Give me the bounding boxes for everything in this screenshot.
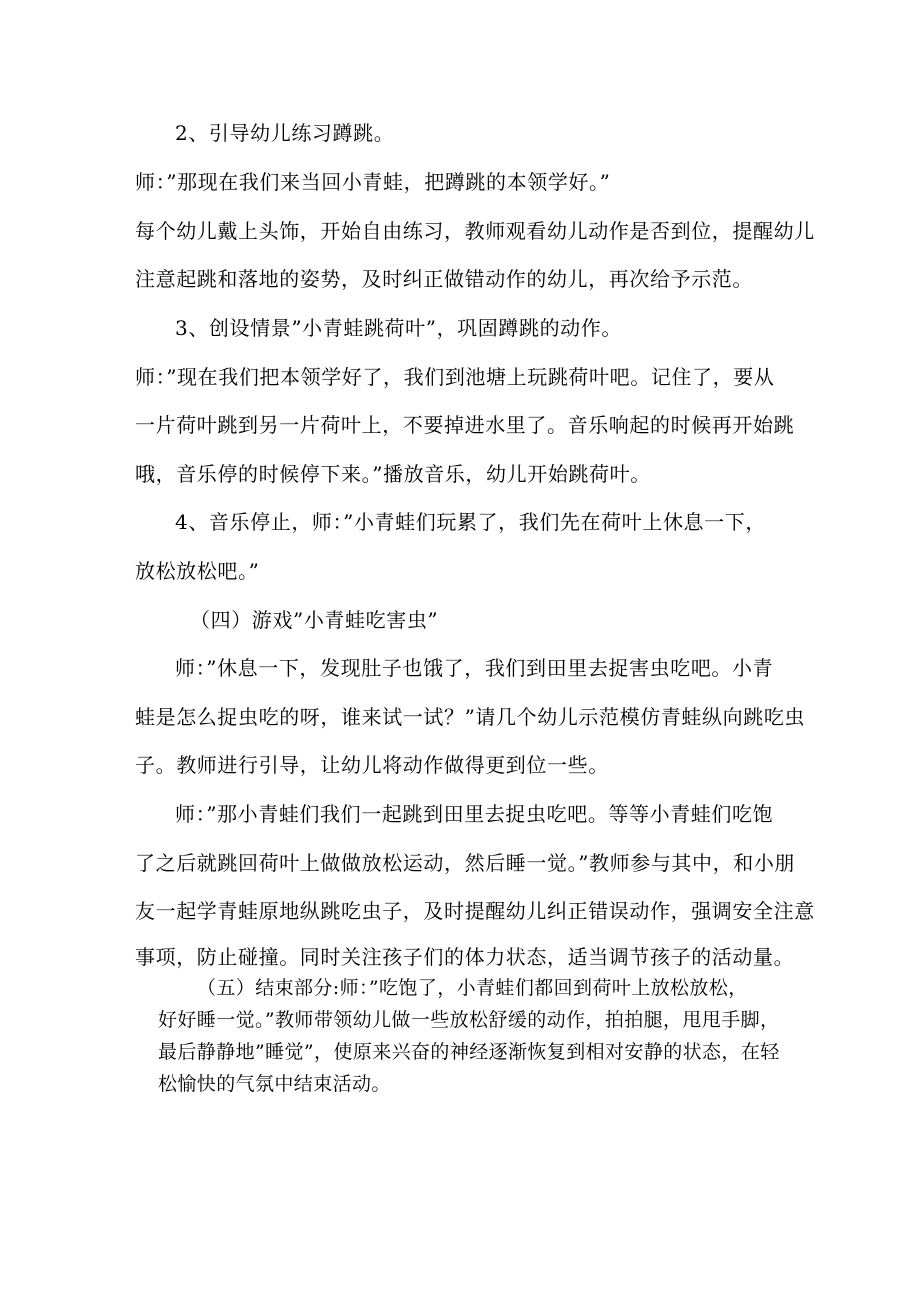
text-line-20: 好好睡一觉。”教师带领幼儿做一些放松舒缓的动作，拍拍腿，甩甩手脚， [158,1009,780,1031]
text-line-9: 4、音乐停止，师：”小青蛙们玩累了，我们先在荷叶上休息一下， [175,510,766,534]
text-line-5: 3、创设情景”小青蛙跳荷叶”，巩固蹲跳的动作。 [175,316,622,340]
text-line-8: 哦，音乐停的时候停下来。”播放音乐，幼儿开始跳荷叶。 [135,462,651,486]
text-line-13: 蛙是怎么捉虫吃的呀，谁来试一试？”请几个幼儿示范模仿青蛙纵向跳吃虫 [135,705,806,729]
section-heading-5: （五）结束部分:师：”吃饱了，小青蛙们都回到荷叶上放松放松， [197,977,748,999]
text-line-21: 最后静静地”睡觉”，使原来兴奋的神经逐渐恢复到相对安静的状态，在轻 [158,1041,780,1063]
section-heading-4: （四）游戏”小青蛙吃害虫” [190,608,439,632]
text-line-4: 注意起跳和落地的姿势，及时纠正做错动作的幼儿，再次给予示范。 [135,267,753,291]
text-line-15: 师：”那小青蛙们我们一起跳到田里去捉虫吃吧。等等小青蛙们吃饱 [175,802,774,826]
text-line-16: 了之后就跳回荷叶上做做放松运动，然后睡一觉。”教师参与其中，和小朋 [135,851,796,875]
text-line-14: 子。教师进行引导，让幼儿将动作做得更到位一些。 [135,753,609,777]
text-line-3: 每个幼儿戴上头饰，开始自由练习，教师观看幼儿动作是否到位，提醒幼儿 [135,219,815,243]
text-line-6: 师：”现在我们把本领学好了，我们到池塘上玩跳荷叶吧。记住了，要从 [135,365,775,389]
text-line-22: 松愉快的气氛中结束活动。 [158,1073,391,1095]
text-line-1: 2、引导幼儿练习蹲跳。 [175,121,395,145]
text-line-12: 师：”休息一下，发现肚子也饿了，我们到田里去捉害虫吃吧。小青 [175,656,774,680]
text-line-18: 事项，防止碰撞。同时关注孩子们的体力状态，适当调节孩子的活动量。 [135,945,795,969]
text-line-10: 放松放松吧。” [135,559,260,583]
text-line-17: 友一起学青蛙原地纵跳吃虫子，及时提醒幼儿纠正错误动作，强调安全注意 [135,899,815,923]
text-line-2: 师：”那现在我们来当回小青蛙，把蹲跳的本领学好。” [135,170,611,194]
text-line-7: 一片荷叶跳到另一片荷叶上，不要掉进水里了。音乐响起的时候再开始跳 [135,413,795,437]
